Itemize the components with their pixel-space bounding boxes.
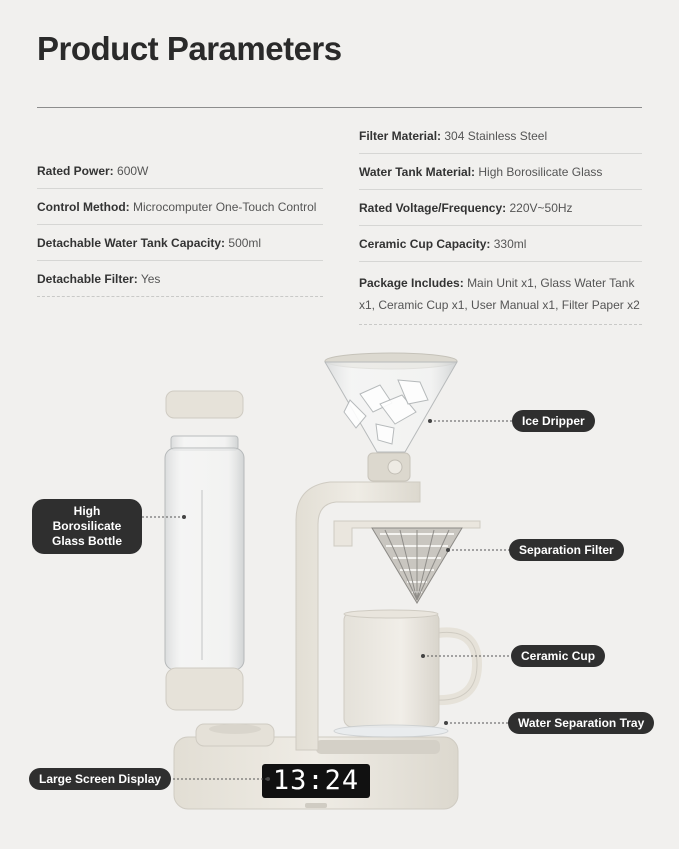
spec-value: High Borosilicate Glass (478, 165, 603, 179)
spec-key: Detachable Water Tank Capacity: (37, 236, 226, 250)
spec-key: Ceramic Cup Capacity: (359, 237, 491, 251)
callout-glass-bottle: High Borosilicate Glass Bottle (32, 499, 142, 554)
spec-key: Control Method: (37, 200, 130, 214)
ice-dripper (325, 353, 457, 452)
spec-value: Yes (140, 272, 161, 286)
glass-bottle (165, 391, 244, 710)
spec-key: Filter Material: (359, 129, 442, 143)
spec-key: Rated Power: (37, 164, 114, 178)
display-time: 13:24 (272, 765, 360, 796)
spec-key: Water Tank Material: (359, 165, 476, 179)
page-title: Product Parameters (37, 30, 342, 67)
spec-key: Package Includes: (359, 276, 464, 290)
spec-value: 220V~50Hz (509, 201, 573, 215)
spec-value: 500ml (228, 236, 262, 250)
ceramic-cup (334, 610, 477, 737)
spec-key: Rated Voltage/Frequency: (359, 201, 507, 215)
spec-value: 600W (117, 164, 149, 178)
spec-value: 330ml (493, 237, 527, 251)
spec-value: Main Unit x1, Glass Water Tank x1, Ceramic Cup x1, User Manual x1, Filter Paper x2 (359, 276, 640, 312)
spec-value: 304 Stainless Steel (444, 129, 548, 143)
callout-water-separation-tray: Water Separation Tray (508, 712, 654, 734)
callout-large-screen-display: Large Screen Display (29, 768, 171, 790)
separation-filter (372, 528, 462, 603)
callout-ceramic-cup: Ceramic Cup (511, 645, 605, 667)
callout-separation-filter: Separation Filter (509, 539, 624, 561)
spec-value: Microcomputer One-Touch Control (133, 200, 317, 214)
callout-ice-dripper: Ice Dripper (512, 410, 595, 432)
spec-key: Detachable Filter: (37, 272, 138, 286)
